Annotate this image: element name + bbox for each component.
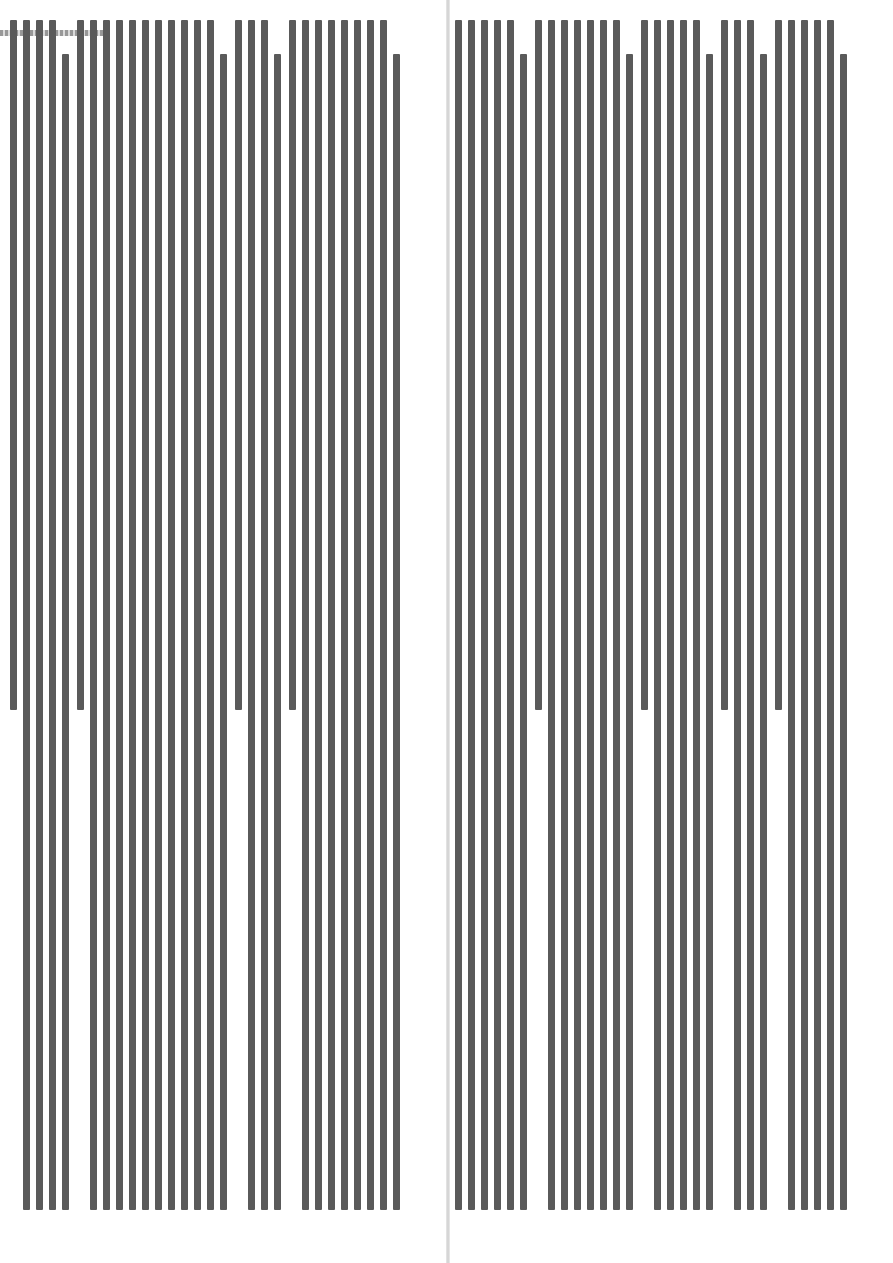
text-line xyxy=(775,20,782,710)
text-line xyxy=(587,20,594,1210)
text-line xyxy=(520,54,527,1210)
text-line xyxy=(207,20,214,1210)
text-line xyxy=(693,20,700,1210)
paragraph-block xyxy=(455,20,527,1210)
text-line xyxy=(354,20,361,1210)
paragraph-block xyxy=(235,20,281,1210)
text-line xyxy=(380,20,387,1210)
paragraph-block xyxy=(289,20,400,1210)
right-page-body xyxy=(455,20,847,1210)
text-line xyxy=(36,20,43,1210)
text-line xyxy=(289,20,296,710)
text-line xyxy=(788,20,795,1210)
text-line xyxy=(814,20,821,1210)
text-line xyxy=(494,20,501,1210)
text-line xyxy=(155,20,162,1210)
text-line xyxy=(341,20,348,1210)
paragraph-block xyxy=(10,20,69,1210)
paragraph-block xyxy=(77,20,227,1210)
text-line xyxy=(77,20,84,710)
text-line xyxy=(600,20,607,1210)
text-line xyxy=(302,20,309,1210)
text-line xyxy=(116,20,123,1210)
text-line xyxy=(706,54,713,1210)
text-line xyxy=(248,20,255,1210)
paragraph-block xyxy=(535,20,633,1210)
text-line xyxy=(235,20,242,710)
text-line xyxy=(142,20,149,1210)
text-line xyxy=(261,20,268,1210)
text-line xyxy=(840,54,847,1210)
paragraph-block xyxy=(721,20,767,1210)
book-spread xyxy=(8,0,885,1263)
text-line xyxy=(62,54,69,1210)
text-line xyxy=(507,20,514,1210)
text-line xyxy=(23,20,30,1210)
text-line xyxy=(654,20,661,1210)
text-line xyxy=(220,54,227,1210)
text-line xyxy=(393,54,400,1210)
text-line xyxy=(129,20,136,1210)
paragraph-block xyxy=(775,20,847,1210)
text-line xyxy=(194,20,201,1210)
text-line xyxy=(181,20,188,1210)
text-line xyxy=(49,20,56,1210)
text-line xyxy=(734,20,741,1210)
text-line xyxy=(468,20,475,1210)
text-line xyxy=(760,54,767,1210)
text-line xyxy=(10,20,17,710)
text-line xyxy=(367,20,374,1210)
text-line xyxy=(455,20,462,1210)
right-page-header xyxy=(859,20,860,1210)
text-line xyxy=(315,20,322,1210)
left-page-header xyxy=(412,20,413,1210)
text-line xyxy=(721,20,728,710)
right-page xyxy=(455,0,885,1263)
text-line xyxy=(641,20,648,710)
text-line xyxy=(561,20,568,1210)
paragraph-block xyxy=(641,20,713,1210)
text-line xyxy=(801,20,808,1210)
text-line xyxy=(827,20,834,1210)
text-line xyxy=(680,20,687,1210)
text-line xyxy=(626,54,633,1210)
text-line xyxy=(548,20,555,1210)
text-line xyxy=(103,20,110,1210)
text-line xyxy=(535,20,542,710)
left-page xyxy=(8,0,438,1263)
text-line xyxy=(667,20,674,1210)
text-line xyxy=(168,20,175,1210)
text-line xyxy=(90,20,97,1210)
text-line xyxy=(328,20,335,1210)
left-page-body xyxy=(8,20,400,1210)
book-gutter xyxy=(446,0,450,1263)
text-line xyxy=(613,20,620,1210)
text-line xyxy=(574,20,581,1210)
text-line xyxy=(274,54,281,1210)
text-line xyxy=(747,20,754,1210)
text-line xyxy=(481,20,488,1210)
